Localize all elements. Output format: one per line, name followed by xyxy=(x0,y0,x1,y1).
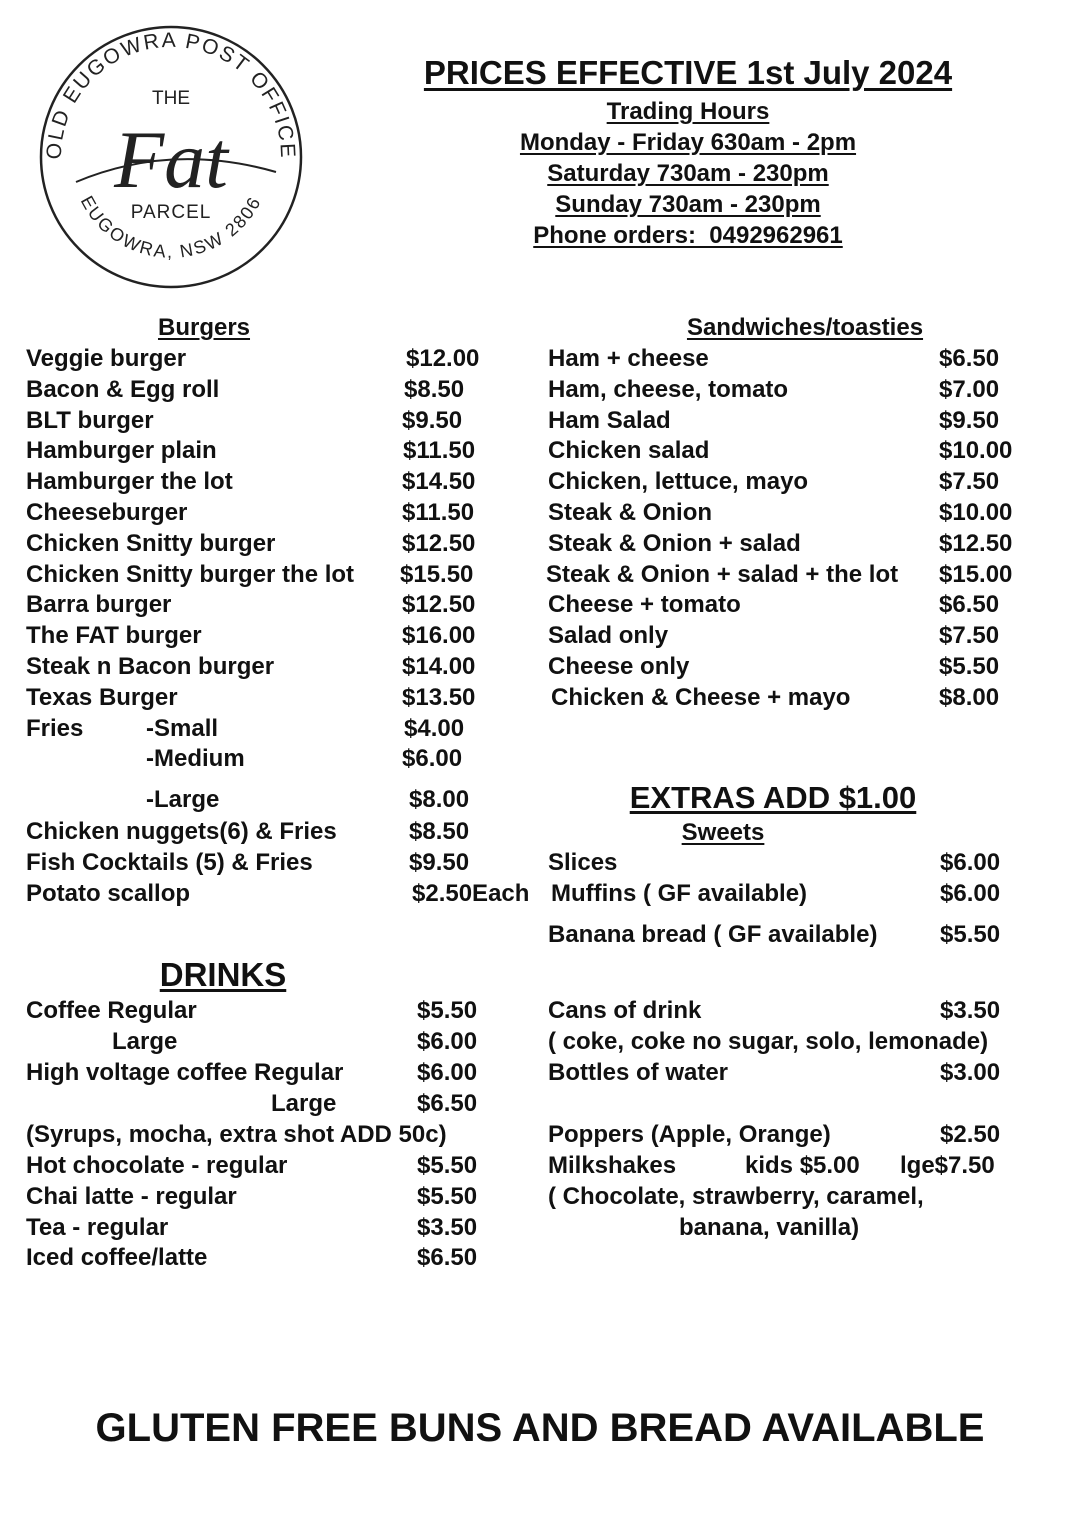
burger-item-price: $11.50 xyxy=(403,437,476,465)
drink-item-name: Chai latte - regular xyxy=(26,1182,237,1210)
burger-item-price: $8.50 xyxy=(404,375,465,403)
burger-extra-price: $2.50Each xyxy=(412,880,530,907)
hv-coffee-large-price: $6.50 xyxy=(417,1090,478,1117)
fries-size: -Large xyxy=(146,786,220,813)
hours-weekdays: Monday - Friday 630am - 2pm xyxy=(519,129,857,156)
cans-price: $3.50 xyxy=(940,997,1001,1024)
sandwich-item-price: $15.00 xyxy=(939,560,1013,588)
coffee-large-price: $6.00 xyxy=(417,1028,478,1055)
coffee-large-name: Large xyxy=(112,1028,178,1055)
sandwich-item-name: Chicken salad xyxy=(548,437,710,465)
sandwich-item-price: $5.50 xyxy=(939,653,1000,680)
gluten-free-notice: GLUTEN FREE BUNS AND BREAD AVAILABLE xyxy=(95,1406,985,1450)
sandwich-item-price: $10.00 xyxy=(939,499,1013,526)
sweet-item-price: $5.50 xyxy=(940,921,1001,948)
sandwich-item-name: Chicken & Cheese + mayo xyxy=(551,683,851,711)
sandwich-item-name: Salad only xyxy=(548,622,669,650)
sandwich-item-price: $7.50 xyxy=(939,468,1000,496)
water-name: Bottles of water xyxy=(548,1059,729,1086)
logo-ring-bottom: EUGOWRA, NSW 2806 xyxy=(76,192,266,262)
milkshakes-lge-price: lge$7.50 xyxy=(900,1152,995,1179)
sandwich-item-name: Ham, cheese, tomato xyxy=(548,375,789,403)
burger-item-name: The FAT burger xyxy=(26,622,202,650)
sweet-item-name: Banana bread ( GF available) xyxy=(548,921,878,948)
poppers-price: $2.50 xyxy=(940,1121,1001,1148)
sandwich-item-price: $12.50 xyxy=(939,529,1013,557)
fries-price: $8.00 xyxy=(409,786,470,813)
drink-item-price: $6.50 xyxy=(417,1244,478,1272)
drink-item-price: $3.50 xyxy=(417,1213,478,1241)
burgers-heading: Burgers xyxy=(157,314,251,341)
milkshakes-name: Milkshakes xyxy=(548,1152,677,1179)
sandwich-item-price: $8.00 xyxy=(939,683,1000,711)
page-title: PRICES EFFECTIVE 1st July 2024 xyxy=(423,54,953,91)
burger-extra-name: Chicken nuggets(6) & Fries xyxy=(26,818,337,845)
sandwich-item-price: $10.00 xyxy=(939,437,1013,465)
drink-item-name: Hot chocolate - regular xyxy=(26,1152,288,1179)
drinks-heading: DRINKS xyxy=(159,956,287,993)
burger-item-name: Texas Burger xyxy=(26,683,178,711)
sweet-item-name: Muffins ( GF available) xyxy=(551,880,808,907)
drink-item-name: Tea - regular xyxy=(26,1213,169,1241)
sandwich-item-name: Ham + cheese xyxy=(548,345,709,372)
burger-item-name: Hamburger the lot xyxy=(26,468,233,496)
burger-item-name: Barra burger xyxy=(26,591,172,619)
cans-note: ( coke, coke no sugar, solo, lemonade) xyxy=(548,1028,989,1055)
logo-parcel: PARCEL xyxy=(130,202,212,223)
sandwich-item-name: Cheese + tomato xyxy=(548,591,741,619)
burger-item-name: Cheeseburger xyxy=(26,499,188,526)
milkshake-flavours: ( Chocolate, strawberry, caramel, xyxy=(548,1183,924,1210)
burger-item-name: Steak n Bacon burger xyxy=(26,653,275,680)
fries-price: $4.00 xyxy=(404,715,465,742)
sandwich-item-price: $9.50 xyxy=(939,406,1000,434)
burger-item-price: $12.50 xyxy=(402,591,476,619)
fries-size: -Small xyxy=(146,715,219,742)
milkshakes-kids-price: kids $5.00 xyxy=(745,1152,860,1179)
sandwich-item-name: Steak & Onion + salad xyxy=(548,529,801,557)
fries-size: -Medium xyxy=(146,745,245,772)
sweets-heading: Sweets xyxy=(681,819,765,846)
hours-sunday: Sunday 730am - 230pm xyxy=(555,191,821,218)
burger-item-price: $11.50 xyxy=(402,499,475,526)
burger-item-name: Chicken Snitty burger xyxy=(26,529,276,557)
sweet-item-price: $6.00 xyxy=(940,849,1001,876)
fries-price: $6.00 xyxy=(402,745,463,772)
burger-extra-name: Potato scallop xyxy=(26,880,191,907)
extras-heading: EXTRAS ADD $1.00 xyxy=(629,780,917,815)
burger-item-price: $9.50 xyxy=(402,406,463,434)
sandwich-item-price: $6.50 xyxy=(939,591,1000,619)
sandwich-item-price: $6.50 xyxy=(939,345,1000,372)
burger-item-price: $15.50 xyxy=(400,560,474,588)
burger-item-price: $12.50 xyxy=(402,529,476,557)
burger-item-price: $14.50 xyxy=(402,468,476,496)
phone-orders: Phone orders: 0492962961 xyxy=(533,222,843,249)
burger-item-price: $13.50 xyxy=(402,683,476,711)
trading-hours-heading: Trading Hours xyxy=(606,98,770,125)
hv-coffee-regular-name: High voltage coffee Regular xyxy=(26,1059,344,1086)
logo-the: THE xyxy=(152,88,190,109)
syrups-note: (Syrups, mocha, extra shot ADD 50c) xyxy=(26,1121,447,1148)
burger-item-price: $16.00 xyxy=(402,622,476,650)
burger-item-name: BLT burger xyxy=(26,406,154,434)
burger-item-price: $14.00 xyxy=(402,653,476,680)
fat-parcel-logo xyxy=(36,22,306,292)
burger-item-price: $12.00 xyxy=(406,345,480,372)
sweet-item-name: Slices xyxy=(548,849,618,876)
sandwich-item-price: $7.00 xyxy=(939,375,1000,403)
burger-extra-price: $9.50 xyxy=(409,849,470,876)
drink-item-name: Iced coffee/latte xyxy=(26,1244,208,1272)
hv-coffee-regular-price: $6.00 xyxy=(417,1059,478,1086)
poppers-name: Poppers (Apple, Orange) xyxy=(548,1121,831,1148)
burger-item-name: Chicken Snitty burger the lot xyxy=(26,560,355,588)
sandwich-item-name: Cheese only xyxy=(548,653,690,680)
logo-ring-top: OLD EUGOWRA POST OFFICE xyxy=(42,28,300,160)
cans-name: Cans of drink xyxy=(548,997,702,1024)
sandwich-item-name: Ham Salad xyxy=(548,406,671,434)
burger-item-name: Bacon & Egg roll xyxy=(26,375,220,403)
sandwich-item-price: $7.50 xyxy=(939,622,1000,650)
coffee-regular-name: Coffee Regular xyxy=(26,997,197,1024)
burger-item-name: Veggie burger xyxy=(26,345,187,372)
sandwiches-heading: Sandwiches/toasties xyxy=(686,314,924,341)
hv-coffee-large-name: Large xyxy=(271,1090,337,1117)
drink-item-price: $5.50 xyxy=(417,1152,478,1179)
hours-saturday: Saturday 730am - 230pm xyxy=(547,160,829,187)
fries-label: Fries xyxy=(26,715,84,742)
water-price: $3.00 xyxy=(940,1059,1001,1086)
sandwich-item-name: Steak & Onion + salad + the lot xyxy=(546,560,899,588)
sandwich-item-name: Chicken, lettuce, mayo xyxy=(548,468,809,496)
sandwich-item-name: Steak & Onion xyxy=(548,499,713,526)
burger-item-name: Hamburger plain xyxy=(26,437,217,465)
logo-fat: Fat xyxy=(114,114,228,205)
sweet-item-price: $6.00 xyxy=(940,880,1001,907)
burger-extra-name: Fish Cocktails (5) & Fries xyxy=(26,849,313,876)
burger-extra-price: $8.50 xyxy=(409,818,470,845)
drink-item-price: $5.50 xyxy=(417,1182,478,1210)
milkshake-flavours-cont: banana, vanilla) xyxy=(679,1214,860,1241)
coffee-regular-price: $5.50 xyxy=(417,997,478,1024)
